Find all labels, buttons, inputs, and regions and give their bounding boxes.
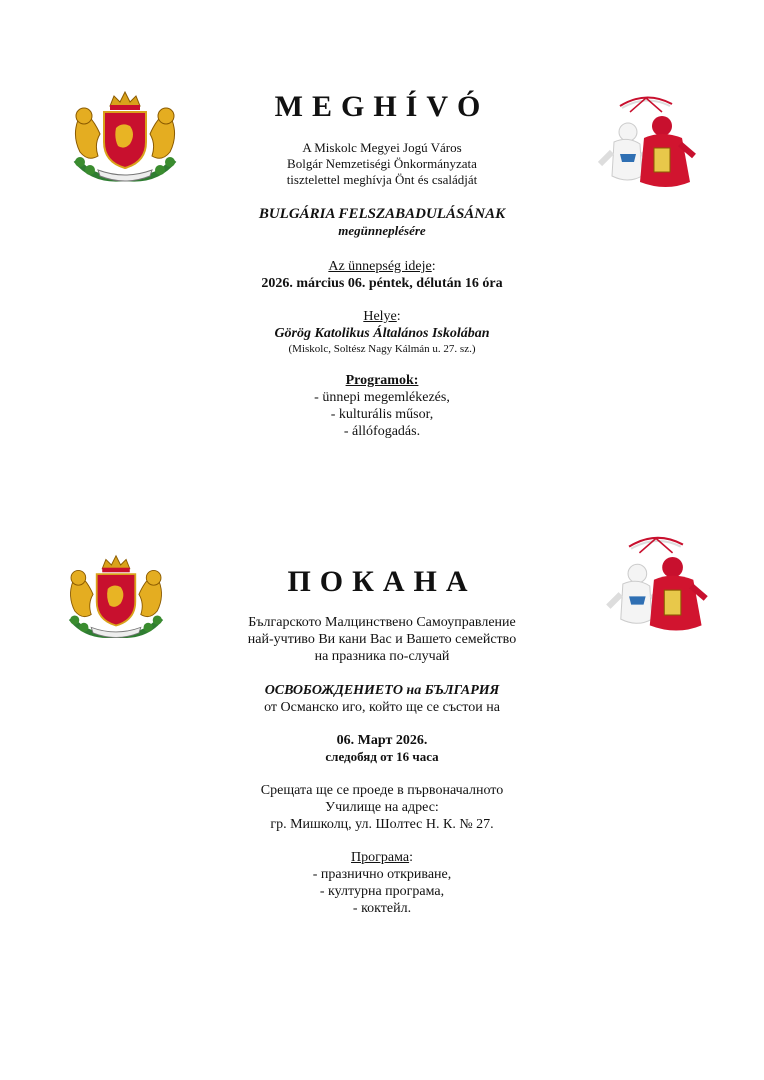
invitation-title-bg [170, 565, 594, 599]
event-hu [170, 205, 594, 239]
intro-hu [170, 140, 594, 188]
page-title: ПОКАНА [287, 565, 477, 598]
intro-line: Bolgár Nemzetiségi Önkormányzata [287, 156, 477, 171]
coat-of-arms-icon [60, 552, 172, 644]
intro-line: tisztelettel meghívja Önt és családját [286, 172, 478, 187]
program-item: - kulturális műsor, [330, 407, 434, 422]
program-item: - коктейл. [352, 901, 412, 916]
martenitsa-icon [590, 92, 702, 196]
martenitsa-icon [598, 532, 714, 640]
event-subtitle: от Османско иго, който ще се състои на [264, 700, 500, 715]
place-address: (Miskolc, Soltész Nagy Kálmán u. 27. sz.) [288, 343, 476, 355]
event-subtitle: megünneplésére [338, 223, 426, 238]
program-item: - ünnepi megemlékezés, [314, 390, 450, 405]
coat-of-arms-icon [64, 90, 186, 186]
program-item: - културна програма, [319, 884, 445, 899]
programs-label-colon: : [409, 850, 413, 865]
venue-line: Училище на адрес: [325, 800, 439, 815]
programs-bg [170, 849, 594, 917]
event-name: ОСВОБОЖДЕНИЕТО на БЪЛГАРИЯ [264, 683, 500, 698]
intro-line: на празника по-случай [314, 649, 450, 664]
intro-line: A Miskolc Megyei Jogú Város [302, 140, 462, 155]
date-label-colon: : [431, 259, 436, 274]
venue-line: Срещата ще се проеде в първоначалното [260, 783, 504, 798]
page-title: MEGHÍVÓ [274, 90, 490, 123]
date-label: Az ünnepség ideje [328, 259, 432, 274]
venue-bg [170, 782, 594, 833]
date-hu [170, 258, 594, 292]
programs-hu [170, 372, 594, 440]
programs-label: Programok: [345, 373, 419, 388]
date-value: 06. Март 2026. [336, 733, 428, 748]
place-name: Görög Katolikus Általános Iskolában [274, 326, 490, 341]
venue-line: гр. Мишколц, ул. Шолтес Н. К. № 27. [270, 817, 494, 832]
intro-line: Българското Малцинствено Самоуправление [248, 615, 516, 630]
place-label: Helye [363, 309, 397, 324]
programs-label: Програма [351, 850, 410, 865]
time-value: следобяд от 16 часа [325, 749, 439, 764]
place-hu [170, 308, 594, 356]
event-name: BULGÁRIA FELSZABADULÁSÁNAK [258, 206, 506, 222]
date-value: 2026. március 06. péntek, délután 16 óra [261, 276, 503, 291]
intro-bg [170, 614, 594, 665]
invitation-title-hu [170, 90, 594, 124]
date-bg [170, 732, 594, 765]
program-item: - празнично откриване, [312, 867, 452, 882]
place-label-colon: : [396, 309, 401, 324]
intro-line: най-учтиво Ви кани Вас и Вашето семейство [247, 632, 517, 647]
program-item: - állófogadás. [343, 424, 421, 439]
event-bg [170, 682, 594, 716]
